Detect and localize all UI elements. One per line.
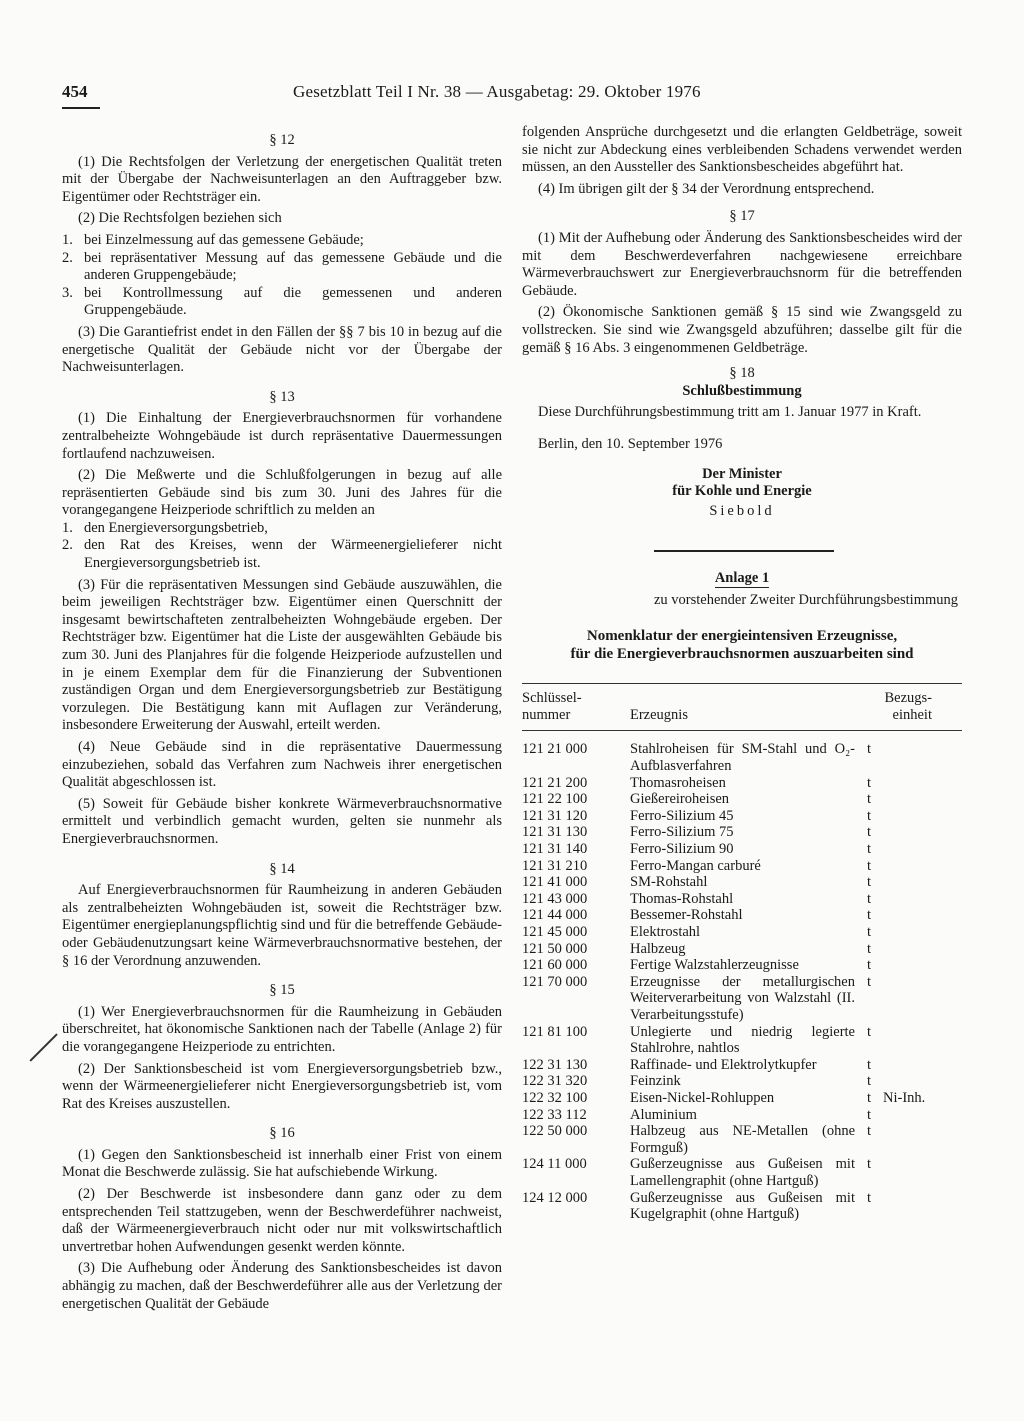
cell-unit: t [866,924,872,940]
cell-unit: t [866,1056,872,1073]
cell-code: 122 31 320 [522,1073,588,1090]
cell-code: 121 70 000 [522,973,588,990]
table-row [522,841,962,858]
table-body [522,731,962,1223]
signer-ministry: für Kohle und Energie [672,483,812,500]
table-row [522,1073,962,1090]
cell-product: Ferro-Silizium 90 [630,841,734,858]
cell-product: Aluminium [630,1106,697,1123]
cell-extra [883,1123,962,1156]
cell-product: Ferro-Silizium 45 [630,807,734,824]
section-17-heading: § 17 [729,208,755,225]
cell-code: 122 31 130 [522,1056,588,1073]
cell-unit: t [866,1106,872,1123]
cell-unit: t [866,1123,872,1140]
section-16-heading: § 16 [269,1125,295,1142]
cell-extra [883,1107,962,1124]
cell-extra [883,1057,962,1074]
cell-code: 121 21 200 [522,774,588,791]
paragraph: (2) Der Beschwerde ist insbesondere dann ganz oder zu dem entsprechenden Teil stattzugeben, wenn der Beschwerdeführer nachweist, daß der Wärmeenergieverbrauch nicht oder nur mit volkswirtschaftlich unvertretbar hohen Aufwendungen gesenkt werden könnte. [62,1186,502,1255]
cell-unit: t [866,791,872,808]
header-title: Gesetzblatt Teil I Nr. 38 — Ausgabetag: 29. Oktober 1976 [293,82,701,101]
paragraph: Diese Durchführungsbestimmung tritt am 1. Januar 1977 in Kraft. [538,404,922,421]
list-item: 3. bei Kontrollmessung auf die gemessenen und anderen Gruppengebäude. [62,284,502,319]
cell-product: Fertige Walzstahlerzeugnisse [630,957,799,974]
cell-product: Thomasroheisen [630,774,726,791]
annex-title: Anlage 1 [714,570,770,587]
paragraph: (1) Wer Energieverbrauchsnormen für die Raumheizung in Gebäuden überschreitet, hat ökonomische Sanktionen nach der Tabelle (Anlage 2) für die vorangegangene Heizperiode zu entrichten. [62,1003,502,1055]
cell-extra [883,924,962,941]
paragraph: Auf Energieverbrauchsnormen für Raumheizung in anderen Gebäuden als zentralbeheizten Wohngebäuden ist, soweit die Rechtsträger bzw. Eigentümer energieplanungspflichtig sind und für die betreffende Gebäude- oder Gebäudenutzungsart keine Wärmeverbrauchsnormative bestehen, der § 16 der Verordnung anzuwenden. [62,882,502,969]
cell-code: 121 22 100 [522,791,588,808]
section-15-heading: § 15 [269,982,295,999]
column-header-unit: Bezugs- einheit [884,690,932,724]
cell-unit: t [866,890,872,907]
cell-extra [883,974,962,1024]
section-18-heading: § 18 [729,365,755,382]
section-18-title: Schlußbestimmung [682,382,802,399]
table-header-row [522,684,962,731]
cell-extra [883,1073,962,1090]
cell-product: Thomas-Rohstahl [630,890,734,907]
signer-name: Siebold [709,502,775,519]
cell-code: 121 43 000 [522,890,588,907]
cell-extra [883,1156,962,1189]
cell-product: Erzeugnisse der metallurgischen Weiterverarbeitung von Walzstahl (II. Verarbeitungsstufe) [630,973,855,1023]
table-row [522,1057,962,1074]
paragraph: (1) Die Rechtsfolgen der Verletzung der energetischen Qualität treten mit der Übergabe der Nachweisunterlagen an den Auftraggeber bzw. Eigentümer oder Rechtsträger ein. [62,153,502,205]
cell-product: Bessemer-Rohstahl [630,907,743,924]
table-row [522,1123,962,1156]
cell-extra [883,808,962,825]
list-item: 2. den Rat des Kreises, wenn der Wärmeenergielieferer nicht Energieversorgungsbetrieb ist. [62,537,502,572]
cell-product: Raffinade- und Elektrolytkupfer [630,1056,817,1073]
cell-extra [883,1190,962,1223]
cell-unit: t [866,973,872,990]
cell-product: SM-Rohstahl [630,874,708,891]
cell-extra: Ni-Inh. [883,1089,926,1106]
cell-code: 121 31 210 [522,857,588,874]
cell-product: Unlegierte und niedrig legierte Stahlrohre, nahtlos [630,1023,855,1057]
cell-extra [883,891,962,908]
cell-code: 121 45 000 [522,924,588,940]
cell-extra [883,941,962,958]
column-header-code: Schlüssel- nummer [522,690,582,724]
table-row [522,1107,962,1124]
cell-code: 121 31 140 [522,841,588,858]
cell-code: 121 50 000 [522,940,588,957]
cell-unit: t [866,824,872,841]
paragraph: (2) Die Rechtsfolgen beziehen sich [78,210,282,227]
cell-extra [883,731,962,775]
paragraph: (1) Mit der Aufhebung oder Änderung des Sanktionsbescheides wird der mit dem Beschwerdeverfahren nachgewiesene erreichbare Wärmeverbrauchswert zur Energieverbrauchsnorm für die betreffenden Gebäude. [522,229,962,299]
cell-code: 124 12 000 [522,1189,588,1206]
table-row [522,1090,962,1107]
column-header-product: Erzeugnis [630,707,688,724]
cell-code: 124 11 000 [522,1156,587,1173]
cell-unit: t [866,940,872,957]
paragraph: (4) Neue Gebäude sind in die repräsentative Dauermessung einzubeziehen, sobald das Verfahren zum Nachweis ihrer energetischen Qualität abgeschlossen ist. [62,739,502,791]
cell-unit: t [866,1189,872,1206]
table-row [522,941,962,958]
table-row [522,974,962,1024]
cell-product: Eisen-Nickel-Rohluppen [630,1089,775,1106]
list-item: 1. den Energieversorgungsbetrieb, [62,519,268,536]
page-header [62,82,962,108]
table-row [522,1156,962,1189]
cell-product: Ferro-Silizium 75 [630,824,734,841]
cell-unit: t [866,1089,872,1106]
table-row [522,791,962,808]
page-number: 454 [62,82,88,101]
cell-extra [883,1024,962,1057]
cell-product: Feinzink [630,1073,681,1090]
cell-product: Gießereiroheisen [630,791,730,808]
cell-product: Halbzeug [630,940,686,957]
list-item: 2. bei repräsentativer Messung auf das gemessene Gebäude und die anderen Gruppengebäude; [62,249,502,284]
cell-unit: t [866,1023,872,1040]
table-row [522,808,962,825]
paragraph: (1) Die Einhaltung der Energieverbrauchsnormen für vorhandene zentralbeheizte Wohngebäude ist durch repräsentative Dauermessungen fortlaufend nachzuweisen. [62,410,502,462]
cell-unit: t [866,807,872,824]
cell-extra [883,824,962,841]
cell-unit: t [866,774,872,791]
cell-product: Halbzeug aus NE-Metallen (ohne Formguß) [630,1123,855,1156]
cell-code: 121 41 000 [522,874,588,891]
left-column [62,124,502,1317]
cell-unit: t [866,957,872,974]
right-column [522,124,962,1223]
cell-unit: t [866,857,872,874]
cell-code: 121 21 000 [522,741,588,758]
cell-extra [883,841,962,858]
paragraph: (2) Die Meßwerte und die Schlußfolgerungen in bezug auf alle repräsentierten Gebäude sind bis zum 30. Juni des Jahres für die vorangegangene Heizperiode schriftlich zu melden an [62,467,502,519]
paragraph: (3) Die Garantiefrist endet in den Fällen der §§ 7 bis 10 in bezug auf die energetische Qualität der Gebäude nicht vor der Übergabe der Nachweisunterlagen. [62,323,502,376]
cell-extra [883,791,962,808]
table-row [522,824,962,841]
nomenclature-table [522,683,962,1222]
cell-extra [883,775,962,792]
page-number-underline [62,107,100,109]
list-item: 1. bei Einzelmessung auf das gemessene Gebäude; [62,231,364,248]
cell-extra [883,874,962,891]
cell-code: 121 60 000 [522,957,588,974]
cell-product: Stahlroheisen für SM-Stahl und O₂-Aufblasverfahren [630,741,855,775]
cell-code: 121 44 000 [522,907,588,924]
cell-product: Elektrostahl [630,924,701,940]
table-row [522,907,962,924]
paragraph: (2) Ökonomische Sanktionen gemäß § 15 sind wie Zwangsgeld zu vollstrecken. Sie sind wie Zwangsgeld abzuführen; dasselbe gilt für die gemäß § 16 Abs. 3 eingenommenen Geldbeträge. [522,304,962,356]
table-row [522,1024,962,1057]
signing-date: Berlin, den 10. September 1976 [538,435,723,452]
cell-unit: t [866,741,872,758]
cell-product: Gußerzeugnisse aus Gußeisen mit Lamellengraphit (ohne Hartguß) [630,1156,855,1189]
cell-code: 122 32 100 [522,1089,588,1106]
paragraph: (4) Im übrigen gilt der § 34 der Verordnung entsprechend. [538,180,875,197]
table-row [522,924,962,941]
cell-unit: t [866,1073,872,1090]
section-14-heading: § 14 [269,860,295,877]
annex-subtitle: zu vorstehender Zweiter Durchführungsbestimmung [653,591,958,608]
cell-product: Ferro-Mangan carburé [630,857,761,874]
cell-unit: t [866,1156,872,1173]
cell-code: 121 31 120 [522,807,588,824]
paragraph: (3) Für die repräsentativen Messungen sind Gebäude auszuwählen, die beim jeweiligen Rechtsträger bzw. Eigentümer einen Querschnitt der insgesamt bewirtschafteten zentralbeheizten Wohngebäude ergeben. Der Rechtsträger bzw. Eigentümer hat die Liste der ausgewählten Gebäude bis zum 30. Juni des Planjahres für die folgende Heizperiode aufzustellen und in je einem Exemplar dem für die Finanzierung der Subventionen zuständigen Organ und dem Energieversorgungsbetrieb zur Bestätigung vorzulegen. Die Bestätigung kann mit Auflagen zur Veränderung, insbesondere Erweiterung der Auswahl, erteilt werden. [62,576,502,734]
nomenclature-title: Nomenklatur der energieintensiven Erzeugnisse, für die Energieverbrauchsnormen auszuarbeiten sind [570,628,914,663]
signer-title: Der Minister [702,465,782,482]
table-row [522,731,962,775]
section-divider [654,550,834,552]
cell-code: 122 33 112 [522,1106,587,1123]
paragraph: (5) Soweit für Gebäude bisher konkrete Wärmeverbrauchsnormative ermittelt und verbindlich gemacht wurden, gelten sie nunmehr als Energieverbrauchsnormen. [62,795,502,847]
cell-unit: t [866,907,872,924]
table-row [522,891,962,908]
margin-pencil-mark [29,1033,57,1061]
section-13-heading: § 13 [269,388,295,405]
table-row [522,957,962,974]
cell-extra [883,957,962,974]
cell-code: 122 50 000 [522,1123,588,1140]
paragraph-continued: folgenden Ansprüche durchgesetzt und die erlangten Geldbeträge, soweit sie nicht zur Abdeckung eines verbleibenden Schadens verwendet werden müssen, an den Aussteller des Sanktionsbescheides abgeführt hat. [522,124,962,176]
cell-product: Gußerzeugnisse aus Gußeisen mit Kugelgraphit (ohne Hartguß) [630,1189,855,1223]
table-row [522,858,962,875]
table-row [522,775,962,792]
cell-code: 121 81 100 [522,1023,588,1040]
paragraph: (1) Gegen den Sanktionsbescheid ist innerhalb einer Frist von einem Monat die Beschwerde zulässig. Sie hat aufschiebende Wirkung. [62,1146,502,1181]
cell-extra [883,907,962,924]
table-row [522,1190,962,1223]
paragraph: (2) Der Sanktionsbescheid ist vom Energieversorgungsbetrieb bzw., wenn der Wärmeenergielieferer nicht Energieversorgungsbetrieb ist, vom Rat des Kreises auszustellen. [62,1060,502,1112]
paragraph: (3) Die Aufhebung oder Änderung des Sanktionsbescheides ist davon abhängig zu machen, daß der Beschwerdeführer alle aus der Verletzung der energetischen Qualität der Gebäude [62,1260,502,1312]
table-row [522,874,962,891]
section-12-heading: § 12 [269,132,295,148]
cell-code: 121 31 130 [522,824,588,841]
cell-unit: t [866,841,872,858]
cell-unit: t [866,874,872,891]
cell-extra [883,858,962,875]
